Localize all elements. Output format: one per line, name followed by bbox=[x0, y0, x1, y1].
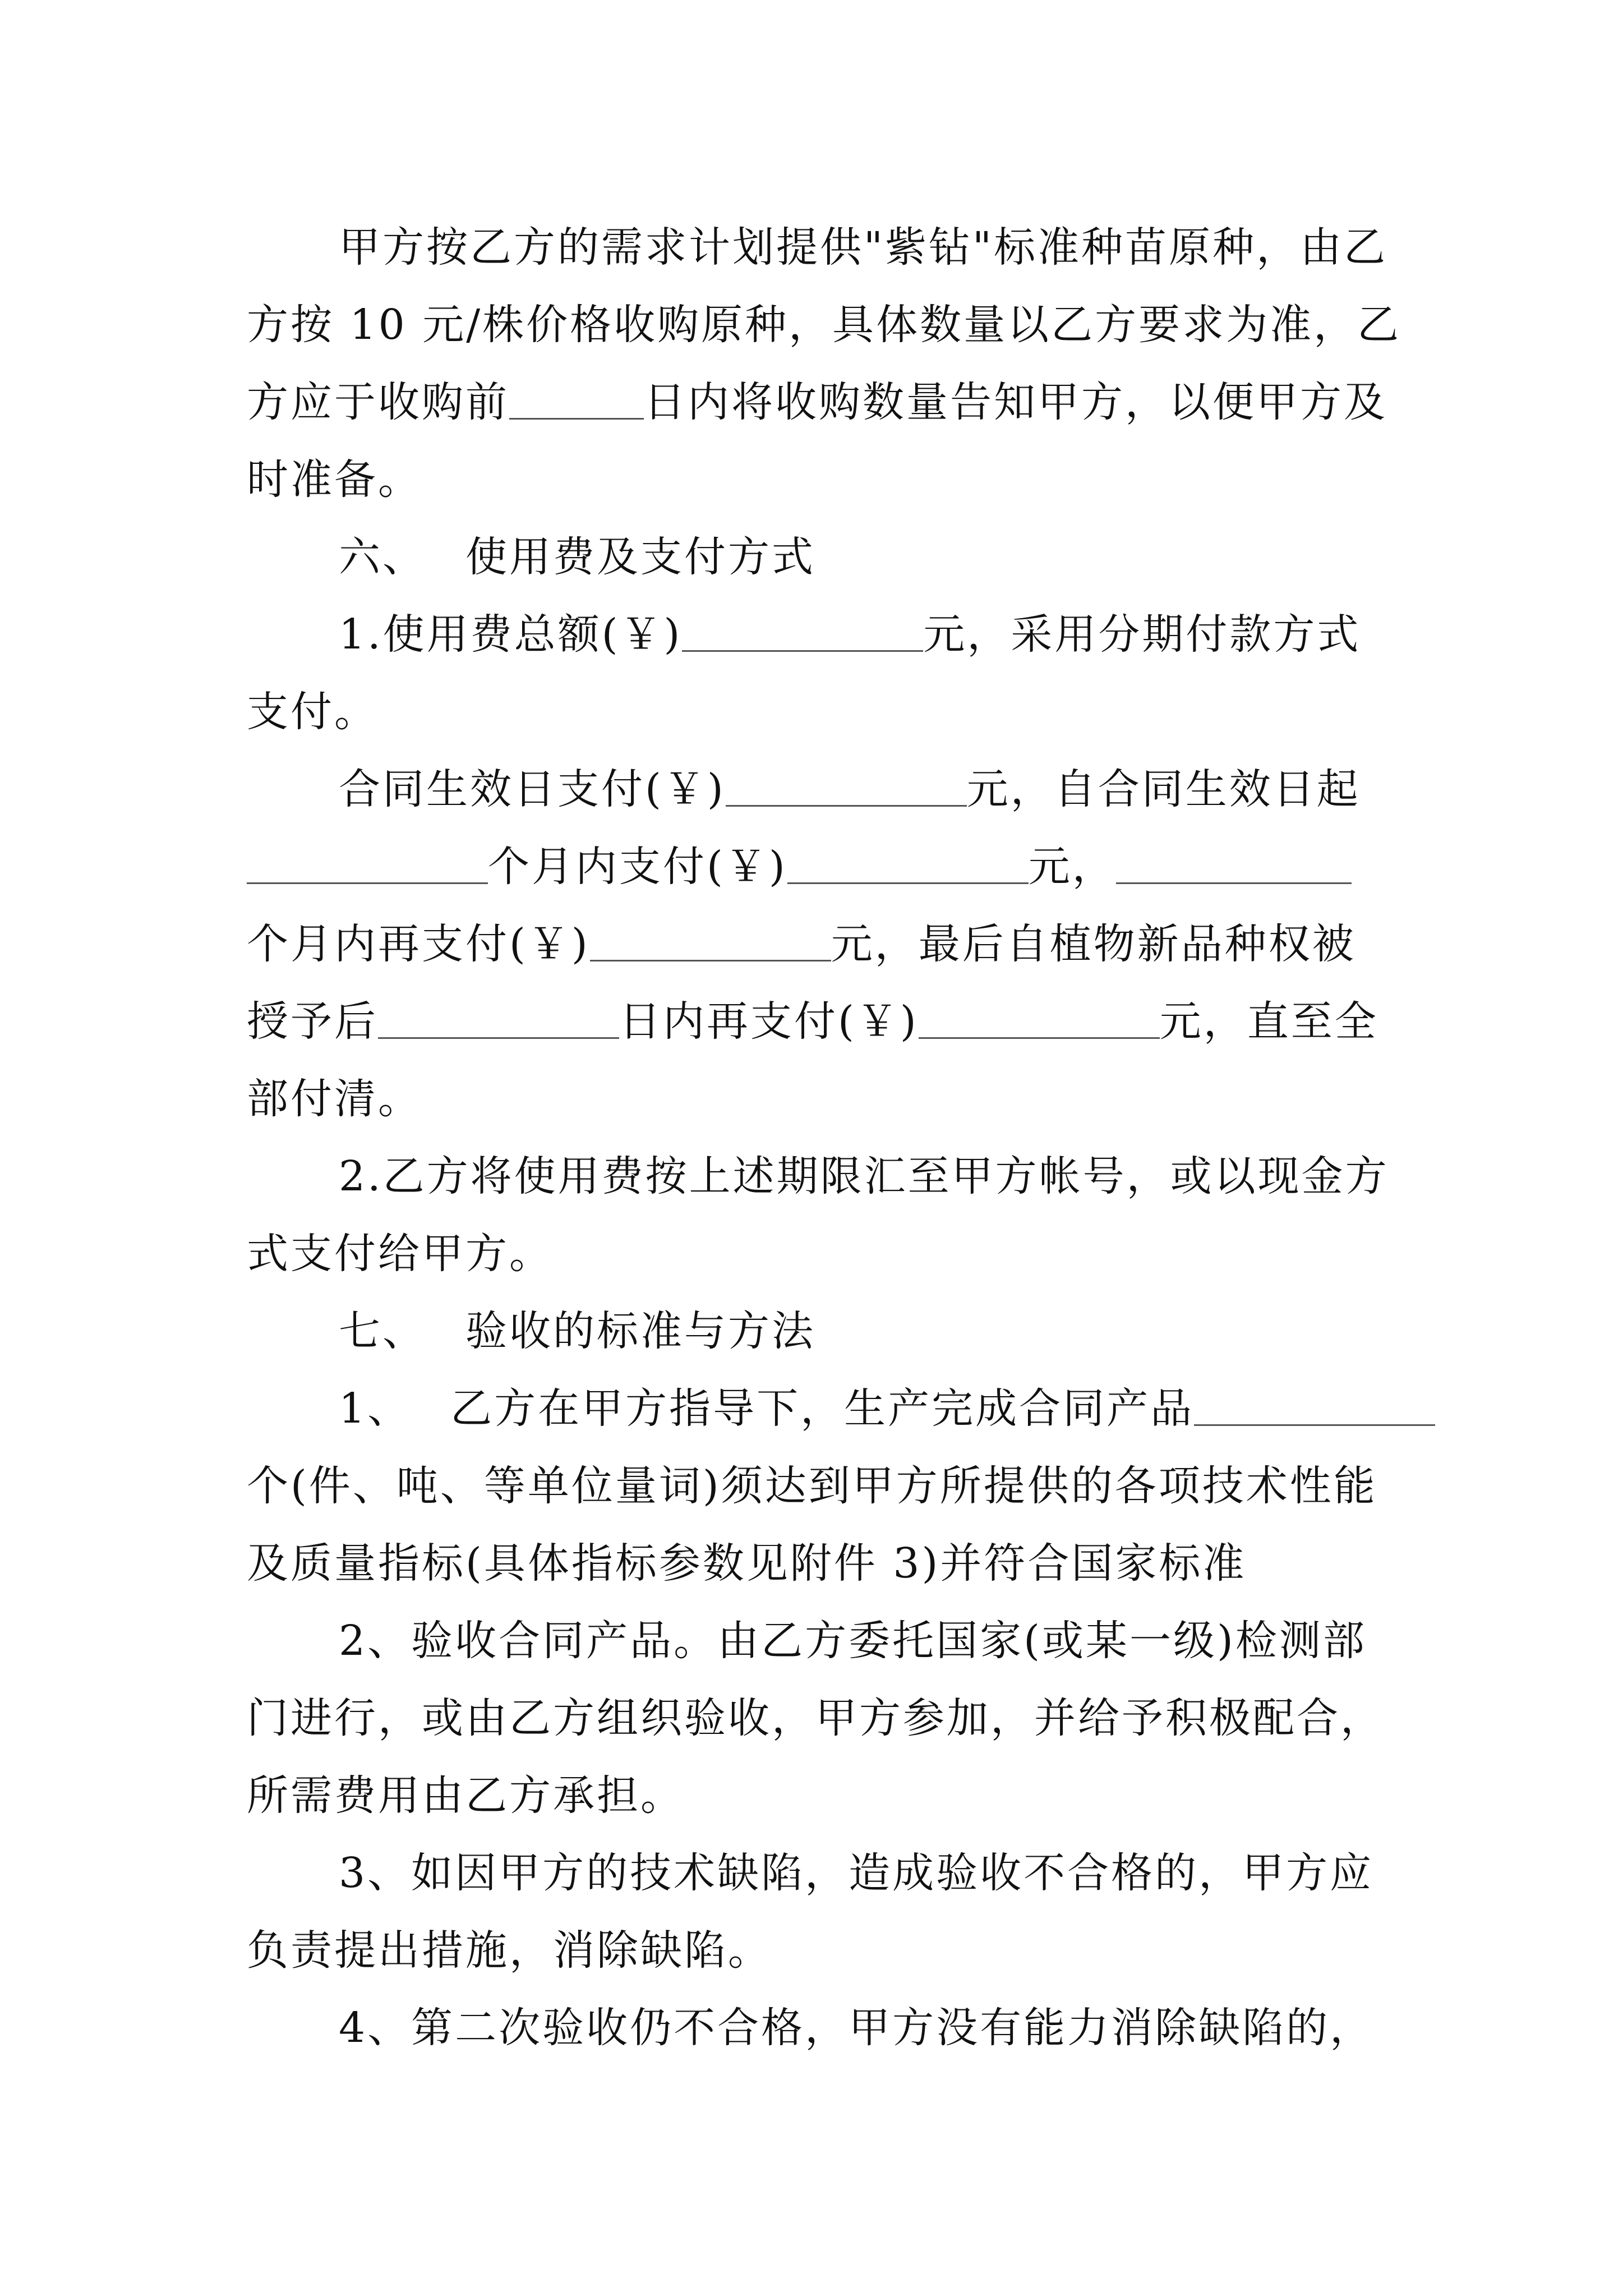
text-run: 甲方按乙方的需求计划提供"紫钻"标准种苗原种，由乙 bbox=[339, 223, 1388, 272]
paragraph-line bbox=[247, 286, 1401, 364]
text-run: 乙方在甲方指导下，生产完成合同产品 bbox=[450, 1384, 1195, 1433]
paragraph-line bbox=[247, 1370, 1391, 1447]
paragraph-line bbox=[247, 596, 1391, 673]
paragraph-line bbox=[247, 1834, 1391, 1912]
text-run: 元，自合同生效日起 bbox=[966, 765, 1361, 813]
heading-title: 使用费及支付方式 bbox=[465, 533, 815, 581]
text-run: 1.使用费总额(￥) bbox=[339, 610, 683, 659]
paragraph-line bbox=[247, 1447, 1391, 1525]
text-run: 个(件、吨、等单位量词)须达到甲方所提供的各项技术性能 bbox=[247, 1462, 1377, 1510]
text-run: 元，最后自植物新品种权被 bbox=[831, 920, 1356, 968]
text-run: 元，采用分期付款方式 bbox=[923, 610, 1361, 659]
text-run: 2、验收合同产品。由乙方委托国家(或某一级)检测部 bbox=[339, 1617, 1367, 1665]
fill-in-blank bbox=[509, 376, 644, 420]
fill-in-blank bbox=[590, 918, 831, 961]
paragraph-line bbox=[247, 1757, 1391, 1834]
paragraph-line bbox=[247, 983, 1391, 1060]
text-run: 所需费用由乙方承担。 bbox=[247, 1772, 684, 1820]
text-run: 日内将收购数量告知甲方，以便甲方及 bbox=[644, 378, 1387, 426]
text-run: 负责提出措施，消除缺陷。 bbox=[247, 1926, 772, 1975]
paragraph-line bbox=[247, 209, 1391, 286]
fill-in-blank bbox=[247, 841, 488, 884]
document-body bbox=[247, 209, 1401, 2067]
paragraph-line bbox=[247, 1602, 1391, 1680]
text-run: 个月内支付(￥) bbox=[488, 843, 787, 891]
text-run: 时准备。 bbox=[247, 455, 422, 504]
text-run: 日内再支付(￥) bbox=[619, 997, 919, 1046]
paragraph-line bbox=[247, 828, 1391, 905]
fill-in-blank bbox=[682, 609, 923, 652]
text-run: 个月内再支付(￥) bbox=[247, 920, 590, 968]
paragraph-line bbox=[247, 1138, 1391, 1215]
fill-in-blank bbox=[1116, 841, 1352, 884]
paragraph-line bbox=[247, 441, 1391, 518]
text-run: 4、第二次验收仍不合格，甲方没有能力消除缺陷的， bbox=[339, 2004, 1374, 2052]
text-run: 式支付给甲方。 bbox=[247, 1230, 553, 1278]
paragraph-line bbox=[247, 1215, 1391, 1292]
fill-in-blank bbox=[919, 996, 1160, 1039]
text-run: 方按 10 元/株价格收购原种，具体数量以乙方要求为准，乙 bbox=[247, 301, 1401, 349]
text-run: 元，直至全 bbox=[1159, 997, 1378, 1046]
paragraph-line bbox=[247, 1525, 1391, 1602]
text-run: 3、如因甲方的技术缺陷，造成验收不合格的，甲方应 bbox=[339, 1849, 1374, 1897]
paragraph-line bbox=[247, 905, 1391, 983]
text-run: 及质量指标(具体指标参数见附件 3)并符合国家标准 bbox=[247, 1539, 1247, 1588]
paragraph-line bbox=[247, 1060, 1391, 1138]
text-run: 合同生效日支付(￥) bbox=[339, 765, 726, 813]
paragraph-line bbox=[247, 673, 1391, 751]
text-run: 门进行，或由乙方组织验收，甲方参加，并给予积极配合， bbox=[247, 1694, 1384, 1742]
fill-in-blank bbox=[726, 763, 967, 807]
heading-number: 七、 bbox=[339, 1307, 426, 1355]
section-heading bbox=[247, 518, 1391, 596]
paragraph-line bbox=[247, 364, 1391, 441]
paragraph-line bbox=[247, 751, 1391, 828]
text-run: 部付清。 bbox=[247, 1075, 422, 1123]
heading-title: 验收的标准与方法 bbox=[465, 1307, 815, 1355]
text-run: 元， bbox=[1028, 843, 1116, 891]
text-run: 2.乙方将使用费按上述期限汇至甲方帐号，或以现金方 bbox=[339, 1152, 1389, 1200]
text-run: 1、 bbox=[339, 1384, 412, 1433]
fill-in-blank bbox=[1194, 1383, 1435, 1426]
heading-number: 六、 bbox=[339, 533, 426, 581]
paragraph-line bbox=[247, 1989, 1391, 2067]
text-run: 支付。 bbox=[247, 688, 378, 736]
text-run: 方应于收购前 bbox=[247, 378, 509, 426]
fill-in-blank bbox=[787, 841, 1029, 884]
text-run: 授予后 bbox=[247, 997, 378, 1046]
paragraph-line bbox=[247, 1680, 1391, 1757]
section-heading bbox=[247, 1292, 1391, 1370]
fill-in-blank bbox=[378, 996, 619, 1039]
paragraph-line bbox=[247, 1912, 1391, 1989]
